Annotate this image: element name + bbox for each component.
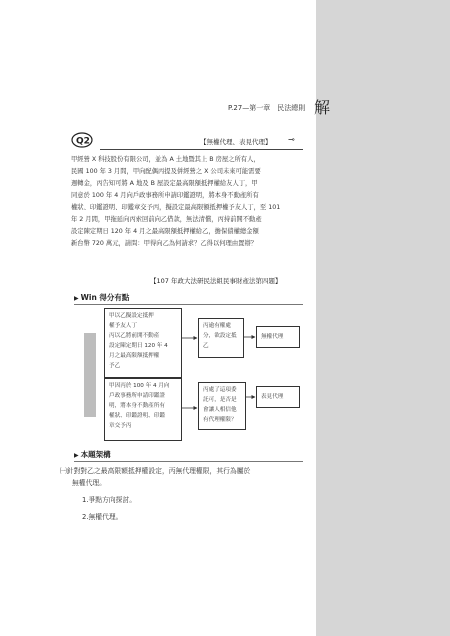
flow-box-line: 予乙 (109, 363, 121, 369)
triangle-bullet-icon: ▶ (74, 452, 79, 459)
question-line: 甲經營 X 科技股份有限公司，並為 A 土地暨其上 B 房屋之所有人， (71, 156, 260, 163)
analysis-item: ㈠針對對乙之最高限額抵押權設定，丙無代理權限，其行為屬於 (60, 467, 251, 475)
flow-box-line: 會讓人相信他 (203, 407, 237, 413)
flow-box-line: 設定陳定期日 120 年 4 (109, 343, 168, 349)
flow-box-line: 甲以乙擬設定抵押 (109, 313, 154, 319)
flow-box-line: 戶政事務所申請印鑑證 (109, 393, 165, 399)
flow-box-line: 章交予丙 (109, 423, 132, 429)
question-line: 年 2 月間，甲拖延向丙索回前向乙借款，無法清償，丙持前開不動產 (71, 216, 262, 223)
question-source: 【107 年政大法研民法組民事財產法第四題】 (150, 277, 282, 285)
flow-box-line: 分，欲設定抵 (203, 333, 237, 339)
analysis-subitem: 2.無權代理。 (82, 513, 123, 521)
question-line: 權狀、印鑑證明、印鑑章交予丙，擬設定最高限額抵押權予友人丁，至 101 (71, 204, 281, 211)
win-section-label: Win 得分有點 (80, 293, 130, 302)
question-line: 新台幣 720 萬元，請問：甲得向乙為何請求？乙得以何理由置辯？ (71, 240, 258, 247)
analysis-subitem: 1.爭點方向探討。 (82, 496, 137, 504)
analysis-item-cont: 無權代理。 (72, 479, 106, 487)
question-line: 民國 100 年 3 月間，甲向配偶丙提及併經營之 X 公司未來可能需要 (71, 168, 261, 175)
question-line: 週轉金，丙告知可將 A 地及 B 屋設定最高限額抵押權給友人丁，甲 (71, 180, 258, 187)
flow-box-line: 月之最高限額抵押權 (109, 353, 160, 359)
key-icon: ⊸ (288, 135, 295, 144)
flow-box-line: 明，將本身不動產所有 (109, 403, 165, 409)
running-header-char: 解 (314, 98, 331, 117)
flow-box-line: 丙處了這項委 (203, 387, 237, 393)
question-tag: 【無權代理、表見代理】 (200, 138, 272, 146)
question-line: 同意於 100 年 4 月向戶政事務所申請印鑑證明，將本身不動產所有 (71, 192, 259, 199)
flow-box-line: 權予友人丁 (109, 323, 137, 329)
flow-box-line: 有代理權限？ (203, 417, 237, 423)
question-line: 設定陳定期日 120 年 4 月之最高限額抵押權給乙，擔保債權總金額 (71, 228, 259, 235)
analysis-outline (60, 465, 250, 523)
question-badge-label: Q2 (76, 136, 90, 147)
analysis-section-rule (74, 461, 303, 462)
analysis-section-title (74, 449, 111, 460)
triangle-bullet-icon: ▶ (74, 295, 79, 302)
analysis-section-label: 本題架構 (80, 450, 111, 459)
flow-box-line: 託可，是否是 (203, 397, 237, 403)
flow-box-line: 表見代理 (261, 394, 284, 400)
flow-box-line: 乙 (203, 343, 209, 349)
flow-box-line: 丙以乙將前開不動產 (109, 333, 160, 339)
flow-box-line: 甲因丙於 100 年 4 月向 (109, 383, 170, 389)
running-header: P.27—第一章 民法總則 (228, 104, 306, 112)
flow-box-line: 權狀、印鑑證明、印鑑 (109, 413, 165, 419)
flow-box-line: 丙逾有權處 (203, 323, 231, 329)
flow-box-line: 無權代理 (261, 334, 284, 340)
